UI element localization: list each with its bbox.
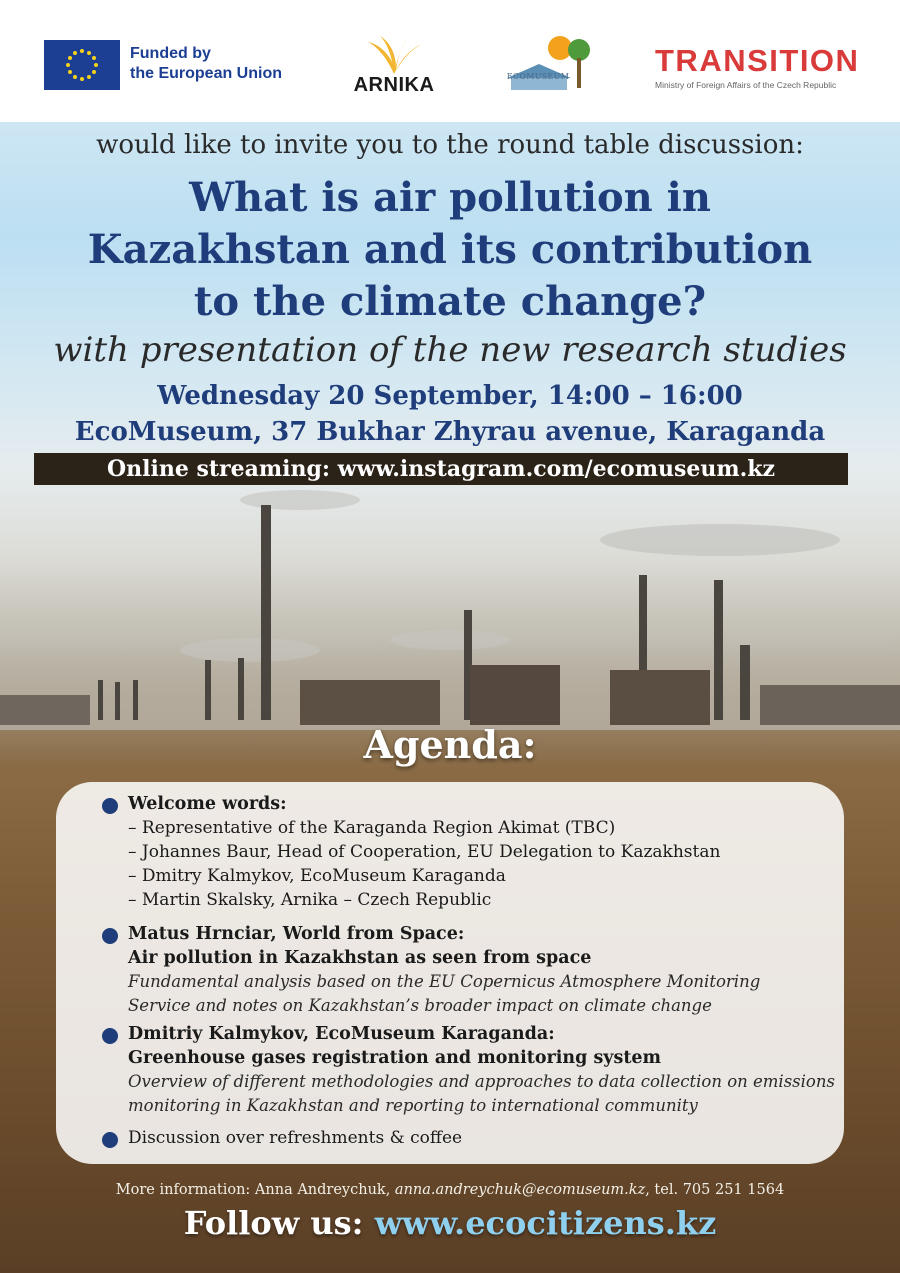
eu-line-1: Funded by xyxy=(130,45,211,62)
streaming-bar xyxy=(34,453,848,485)
welcome-line: – Johannes Baur, Head of Cooperation, EU Delegation to Kazakhstan xyxy=(128,842,721,862)
follow-label: Follow us: xyxy=(183,1204,375,1242)
contact-email-link[interactable]: anna.andreychuk@ecomuseum.kz xyxy=(394,1182,646,1198)
eu-line-2: the European Union xyxy=(130,65,282,82)
event-date: Wednesday 20 September, 14:00 – 16:00 xyxy=(157,381,743,411)
welcome-title: Welcome words: xyxy=(128,794,287,814)
talk1-title: Air pollution in Kazakhstan as seen from space xyxy=(128,948,592,968)
logo-header xyxy=(0,0,900,122)
transition-logo xyxy=(655,44,860,90)
bullet-icon xyxy=(102,1028,118,1044)
ecomuseum-wordmark: ECOMUSEUM xyxy=(506,72,570,81)
bullet-icon xyxy=(102,1132,118,1148)
event-venue: EcoMuseum, 37 Bukhar Zhyrau avenue, Karaganda xyxy=(74,417,826,447)
welcome-line: – Representative of the Karaganda Region Akimat (TBC) xyxy=(128,818,616,838)
event-title xyxy=(40,172,860,328)
event-subtitle: with presentation of the new research studies xyxy=(53,330,847,370)
title-line-2: Kazakhstan and its contribution xyxy=(87,226,813,273)
welcome-line: – Dmitry Kalmykov, EcoMuseum Karaganda xyxy=(128,866,506,886)
talk2-title: Greenhouse gases registration and monitoring system xyxy=(128,1048,662,1068)
follow-us-line xyxy=(0,1204,900,1242)
bullet-icon xyxy=(102,928,118,944)
invitation-line: would like to invite you to the round table discussion: xyxy=(96,130,804,160)
website-link[interactable]: www.ecocitizens.kz xyxy=(374,1204,717,1242)
transition-wordmark: TRANSITION xyxy=(655,43,860,78)
title-line-3: to the climate change? xyxy=(193,278,707,325)
contact-prefix: More information: Anna Andreychuk, xyxy=(115,1182,395,1198)
eu-funding-label xyxy=(130,44,282,84)
welcome-line: – Martin Skalsky, Arnika – Czech Republic xyxy=(128,890,492,910)
agenda-panel xyxy=(56,782,844,1164)
arnika-wordmark: ARNIKA xyxy=(353,74,435,96)
contact-info xyxy=(0,1182,900,1198)
ecomuseum-building-icon xyxy=(503,34,595,96)
ecomuseum-logo xyxy=(503,34,595,96)
bullet-icon xyxy=(102,798,118,814)
transition-subtitle: Ministry of Foreign Affairs of the Czech Republic xyxy=(655,80,837,90)
title-line-1: What is air pollution in xyxy=(189,174,711,221)
talk1-description: Fundamental analysis based on the EU Copernicus Atmosphere Monitoring xyxy=(128,972,761,991)
talk2-speaker: Dmitriy Kalmykov, EcoMuseum Karaganda: xyxy=(128,1024,555,1044)
contact-phone: , tel. 705 251 1564 xyxy=(645,1182,785,1198)
agenda-heading: Agenda: xyxy=(363,722,537,767)
streaming-link[interactable]: Online streaming: www.instagram.com/ecomuseum.kz xyxy=(106,456,776,482)
talk2-description: Overview of different methodologies and approaches to data collection on emissions xyxy=(128,1072,835,1091)
talk2-description: monitoring in Kazakhstan and reporting to international community xyxy=(128,1096,698,1115)
talk1-speaker: Matus Hrnciar, World from Space: xyxy=(128,924,465,944)
arnika-flower-icon xyxy=(346,36,442,76)
arnika-logo xyxy=(346,36,442,96)
discussion-text: Discussion over refreshments & coffee xyxy=(128,1128,463,1148)
eu-flag-icon xyxy=(44,40,120,90)
talk1-description: Service and notes on Kazakhstan’s broader impact on climate change xyxy=(128,996,712,1015)
